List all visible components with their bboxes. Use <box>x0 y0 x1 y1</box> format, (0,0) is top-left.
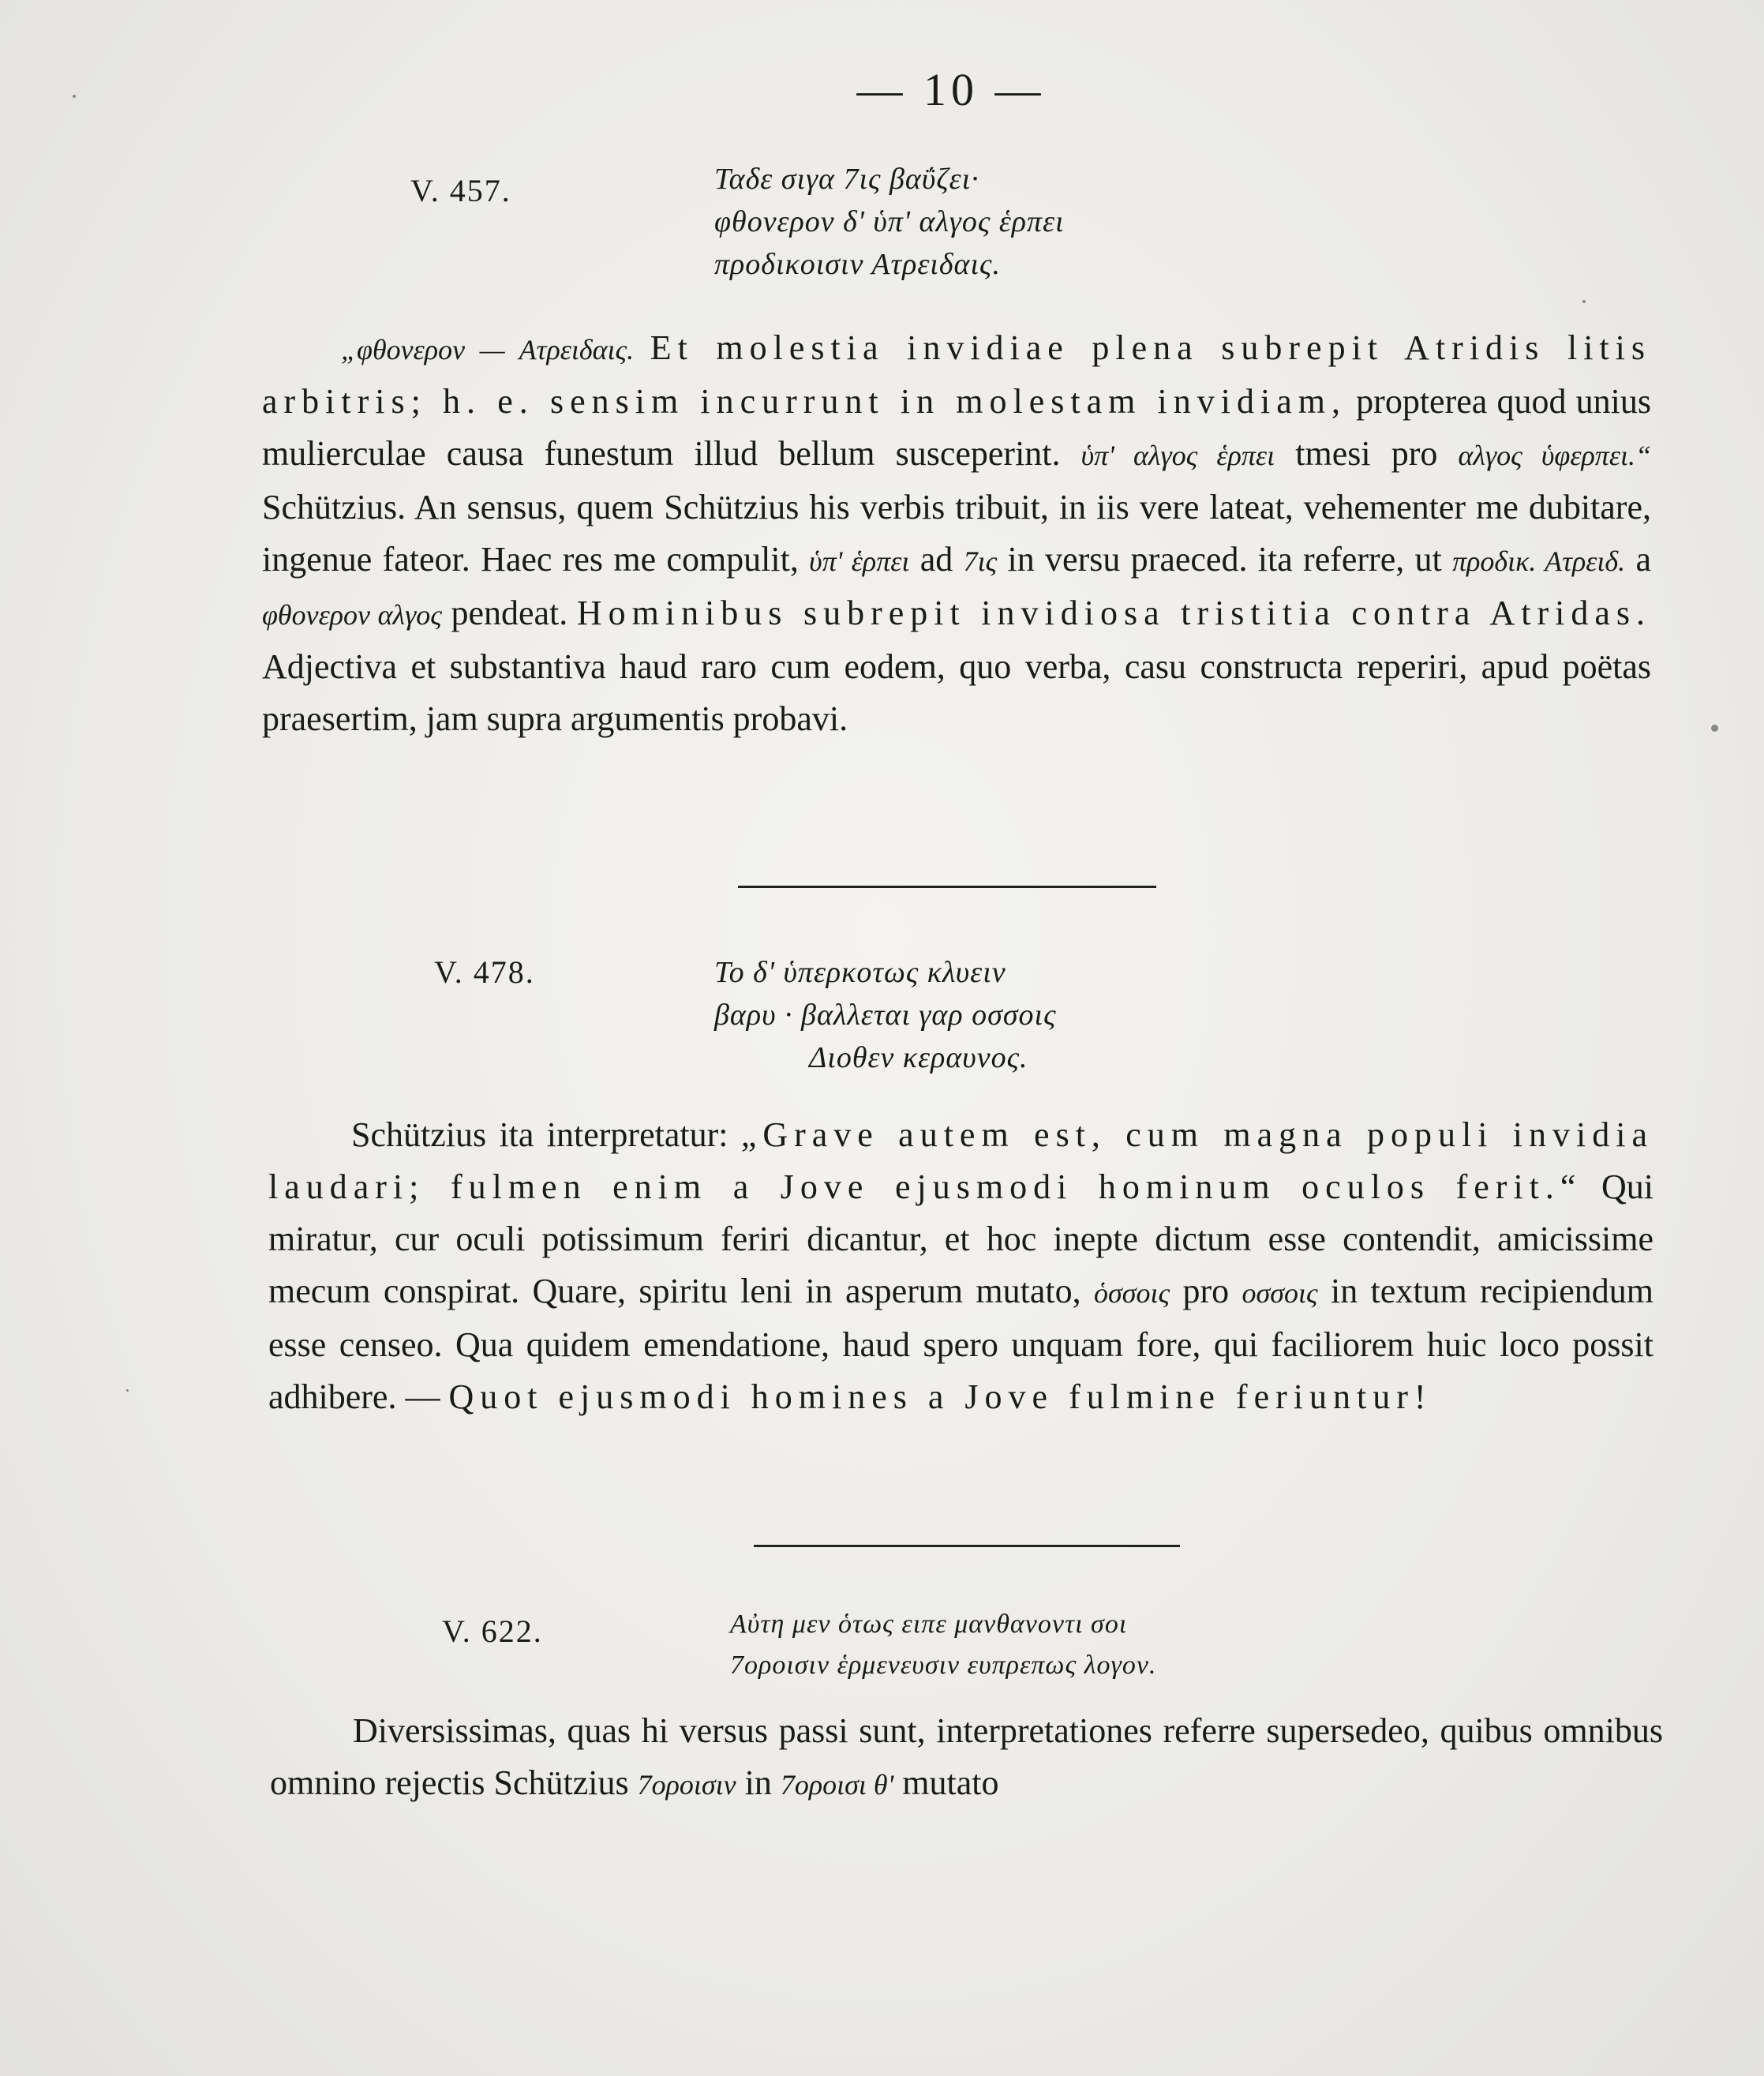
greek-line: Το δ' ὑπερκοτως κλυειν <box>714 956 1006 989</box>
greek-line: φθονερον δ' ὑπ' αλγος ἑρπει <box>714 205 1065 238</box>
commentary-457 <box>262 322 1651 745</box>
commentary-text: pendeat. <box>451 594 568 632</box>
commentary-text: in textum recipiendum esse censeo. Qua quidem emendatione, haud spero unquam fore, qui faciliorem huic loco possit adhibere. — <box>268 1272 1654 1416</box>
paper-speck <box>126 1389 129 1392</box>
greek-quote-622 <box>730 1604 1156 1686</box>
verse-reference-457: V. 457. <box>410 173 511 208</box>
commentary-text: tmesi pro <box>1295 434 1438 473</box>
quoted-translation: „Grave autem est, cum magna populi invidia laudari; fulmen enim a Jove ejusmodi hominum oculos ferit.“ <box>268 1115 1654 1206</box>
greek-line: Ταδε σιγα 7ις βαΰζει· <box>714 163 979 196</box>
greek-word: ὑπ' αλγος ἑρπει <box>1080 440 1275 471</box>
verse-reference-478: V. 478. <box>434 954 535 990</box>
commentary-text: in versu praeced. ita referre, ut <box>1007 540 1442 579</box>
greek-line: βαρυ · βαλλεται γαρ οσσοις <box>714 999 1057 1032</box>
greek-word: οσσοις <box>1242 1277 1318 1309</box>
commentary-text: Et molestia invidiae plena subrepit Atridis litis arbitris; h. e. sensim incurrunt in molestam invidiam, <box>262 328 1652 421</box>
paper-speck <box>1711 725 1718 732</box>
commentary-paragraph <box>270 1705 1663 1811</box>
greek-quote-457 <box>714 158 1065 286</box>
greek-word: 7ορoισι θ' <box>780 1769 894 1801</box>
commentary-478 <box>268 1109 1654 1423</box>
greek-line: Αὐτη μεν ὁτως ειπε μανθανοντι σοι <box>730 1609 1128 1639</box>
greek-line: 7ορoισιν ἑρμενευσιν ευπρεπως λογον. <box>730 1651 1157 1680</box>
greek-line: προδικοισιν Ατρειδαις. <box>714 248 1001 281</box>
paper-speck <box>1582 300 1586 303</box>
commentary-text: Hominibus subrepit invidiosa tristitia contra Atridas. <box>576 594 1652 632</box>
commentary-text: in <box>744 1763 772 1802</box>
greek-quote-478 <box>714 951 1057 1079</box>
paper-speck <box>73 95 76 98</box>
commentary-text: Schützius. An sensus, quem Schützius his verbis tribuit, in iis vere lateat, vehementer me dubitare, ingenue fateor. Haec res me compulit, <box>262 488 1651 579</box>
commentary-text: Qui miratur, cur oculi potissimum feriri dicantur, et hoc inepte dictum esse contendit, amicissime mecum conspirat. Quare, spiritu leni in asperum mutato, <box>268 1167 1654 1310</box>
greek-lemma: „φθονερον — Ατρειδαις. <box>341 334 635 365</box>
page-number: — 10 — <box>856 64 1046 115</box>
commentary-paragraph <box>262 322 1651 745</box>
greek-word: ὑπ' ἑρπει <box>809 545 910 577</box>
greek-line: Διοθεν κεραυνος. <box>809 1041 1028 1074</box>
greek-word: 7ις <box>963 545 998 577</box>
section-divider <box>754 1545 1180 1547</box>
commentary-text: Schützius ita interpretatur: <box>351 1115 728 1154</box>
commentary-text: propterea quod unius mulierculae causa funestum illud bellum susceperint. <box>262 382 1652 473</box>
commentary-text: pro <box>1182 1272 1230 1310</box>
verse-reference-622: V. 622. <box>442 1613 543 1649</box>
commentary-text: a <box>1635 540 1652 579</box>
commentary-text: Quot ejusmodi homines a Jove fulmine feriuntur! <box>448 1377 1433 1416</box>
section-divider <box>738 886 1156 888</box>
greek-word: προδικ. Ατρειδ. <box>1452 545 1626 577</box>
commentary-text: Diversissimas, quas hi versus passi sunt, interpretationes referre supersedeo, quibus omnibus omnino rejectis Schützius <box>270 1711 1663 1802</box>
commentary-text: mutato <box>902 1763 999 1802</box>
commentary-622 <box>270 1705 1663 1811</box>
commentary-paragraph <box>268 1109 1654 1423</box>
greek-word: φθονερον αλγος <box>262 599 442 631</box>
commentary-text: ad <box>919 540 953 579</box>
greek-word: 7ορoισιν <box>637 1769 736 1801</box>
commentary-text: Adjectiva et substantiva haud raro cum eodem, quo verba, casu constructa reperiri, apud poëtas praesertim, jam supra argumentis probavi. <box>262 647 1651 738</box>
greek-word: αλγος ὑφερπει.“ <box>1458 440 1652 471</box>
greek-word: ὁσσοις <box>1094 1277 1170 1309</box>
